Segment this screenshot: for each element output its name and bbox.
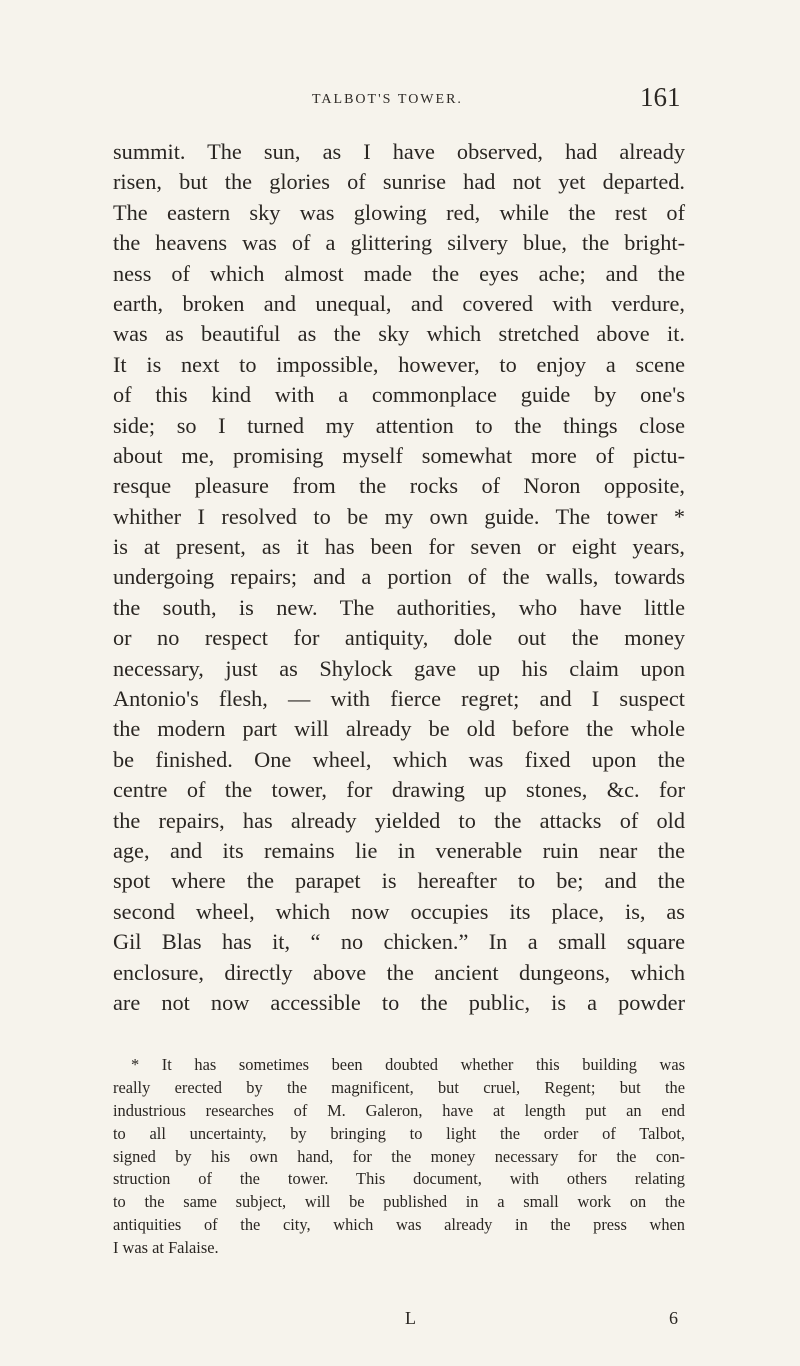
footnote-line: really erected by the magnificent, but cruel, Regent; but the (113, 1077, 685, 1097)
text-line: the south, is new. The authorities, who have little (113, 594, 685, 620)
footnote-line: I was at Falaise. (113, 1238, 219, 1258)
text-line: is at present, as it has been for seven or eight years, (113, 534, 685, 560)
text-line: centre of the tower, for drawing up stones, &c. for (113, 777, 685, 803)
running-header (0, 82, 800, 116)
text-line: summit. The sun, as I have observed, had already (113, 139, 685, 164)
text-line: necessary, just as Shylock gave up his claim upon (113, 655, 685, 681)
text-line: second wheel, which now occupies its place, is, as (113, 898, 685, 924)
text-line: ness of which almost made the eyes ache; and the (113, 260, 685, 286)
footnote-line: struction of the tower. This document, with others relating (113, 1169, 685, 1189)
text-line: resque pleasure from the rocks of Noron opposite, (113, 473, 685, 499)
signature-number: 6 (669, 1308, 678, 1328)
text-line: about me, promising myself somewhat more of pictu- (113, 442, 685, 468)
text-line: risen, but the glories of sunrise had not yet departed. (113, 169, 685, 195)
text-line: of this kind with a commonplace guide by one's (113, 382, 685, 408)
text-line: Antonio's flesh, — with fierce regret; and I suspect (113, 686, 685, 712)
text-line: age, and its remains lie in venerable ruin near the (113, 837, 685, 863)
footnote-line: antiquities of the city, which was already in the press when (113, 1215, 685, 1235)
text-line: whither I resolved to be my own guide. The tower * (113, 503, 685, 529)
text-line: be finished. One wheel, which was fixed upon the (113, 746, 685, 772)
text-line: It is next to impossible, however, to enjoy a scene (113, 351, 685, 377)
footnote-line: * It has sometimes been doubted whether this building was (131, 1055, 685, 1074)
footnote-line: industrious researches of M. Galeron, have at length put an end (113, 1100, 685, 1120)
text-line: are not now accessible to the public, is a powder (113, 989, 685, 1015)
text-line: The eastern sky was glowing red, while the rest of (113, 199, 685, 225)
text-line: was as beautiful as the sky which stretched above it. (113, 321, 685, 347)
text-line: spot where the parapet is hereafter to be; and the (113, 868, 685, 894)
signature-letter: L (405, 1308, 417, 1328)
main-text (113, 137, 685, 1018)
running-title: talbot's tower. (312, 86, 463, 108)
footnote (113, 1054, 685, 1260)
text-line: or no respect for antiquity, dole out the money (113, 625, 685, 651)
text-line: the modern part will already be old before the whole (113, 716, 685, 742)
text-line: earth, broken and unequal, and covered with verdure, (113, 290, 685, 316)
footnote-line: to all uncertainty, by bringing to light the order of Talbot, (113, 1123, 685, 1143)
signature-marks (0, 1308, 800, 1332)
footnote-line: signed by his own hand, for the money necessary for the con- (113, 1146, 685, 1166)
text-line: side; so I turned my attention to the things close (113, 412, 685, 438)
text-line: the heavens was of a glittering silvery blue, the bright- (113, 230, 685, 256)
text-line: Gil Blas has it, “ no chicken.” In a small square (113, 929, 685, 955)
text-line: undergoing repairs; and a portion of the walls, towards (113, 564, 685, 590)
text-line: the repairs, has already yielded to the attacks of old (113, 807, 685, 833)
page-number: 161 (640, 82, 681, 112)
footnote-line: to the same subject, will be published in a small work on the (113, 1192, 685, 1212)
text-line: enclosure, directly above the ancient dungeons, which (113, 959, 685, 985)
